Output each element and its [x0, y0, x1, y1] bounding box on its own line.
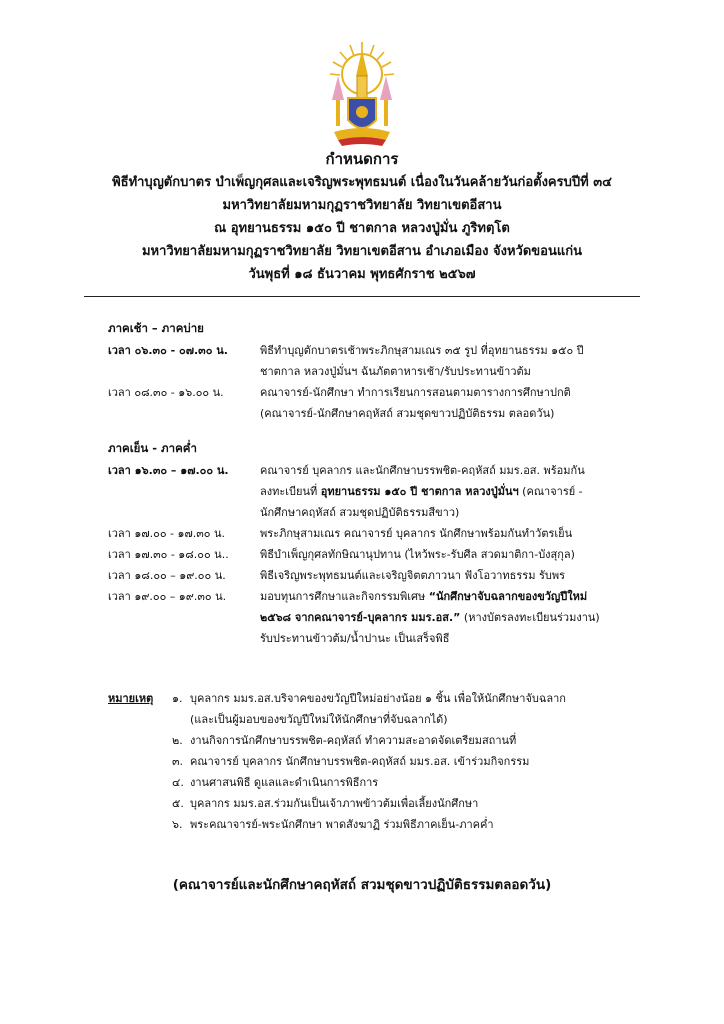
registration-venue: อุทยานธรรม ๑๕๐ ปี ชาตกาล หลวงปู่มั่นฯ [320, 485, 519, 498]
schedule-item [108, 586, 668, 649]
note-text: บุคลากร มมร.อส.บริจาคของขวัญปีใหม่อย่างน้อย ๑ ชิ้น เพื่อให้นักศึกษาจับฉลาก [190, 692, 566, 705]
schedule-item [108, 460, 668, 523]
schedule-description: มอบทุนการศึกษาและกิจกรรมพิเศษ “นักศึกษาจับฉลากของขวัญปีใหม่ ๒๕๖๘ จากคณาจารย์-บุคลากร มมร.อส.” (หางบัตรลงทะเบียนร่วมงาน) รับประทานข้าวต้ม/น้ำปานะ เป็นเสร็จพิธี [260, 590, 600, 645]
schedule-time: เวลา ๑๗.๐๐ - ๑๗.๓๐ น. [108, 527, 225, 540]
note-number: ๑. [172, 692, 183, 705]
schedule-time: เวลา ๐๖.๓๐ - ๐๗.๓๐ น. [108, 344, 228, 357]
schedule-time: เวลา ๐๘.๓๐ - ๑๖.๐๐ น. [108, 386, 224, 399]
schedule-item [108, 544, 668, 565]
venue-address: มหาวิทยาลัยมหามกุฏราชวิทยาลัย วิทยาเขตอีสาน อำเภอเมือง จังหวัดขอนแก่น [141, 244, 583, 259]
schedule-item [108, 565, 668, 586]
note-text: งานศาสนพิธี ดูแลและดำเนินการพิธีการ [190, 776, 379, 789]
note-text: คณาจารย์ บุคลากร นักศึกษาบรรพชิต-คฤหัสถ์ มมร.อส. เข้าร่วมกิจกรรม [190, 755, 530, 768]
schedule-description: พิธีบำเพ็ญกุศลทักษิณานุปทาน (ไหว้พระ-รับศีล สวดมาติกา-บังสุกุล) [260, 548, 575, 561]
document-header [40, 148, 684, 286]
venue: ณ อุทยานธรรม ๑๕๐ ปี ชาตกาล หลวงปู่มั่น ภูริทตฺโต [214, 221, 510, 236]
schedule-item [108, 382, 668, 424]
note-text: พระคณาจารย์-พระนักศึกษา พาดสังฆาฏิ ร่วมพิธีภาคเย็น-ภาคค่ำ [190, 818, 494, 831]
schedule-description: คณาจารย์-นักศึกษา ทำการเรียนการสอนตามตารางการศึกษาปกติ (คณาจารย์-นักศึกษาคฤหัสถ์ สวมชุดขาวปฏิบัติธรรม ตลอดวัน) [260, 386, 571, 420]
notes-label: หมายเหตุ [108, 692, 154, 705]
schedule-description: พระภิกษุสามเณร คณาจารย์ บุคลากร นักศึกษาพร้อมกันทำวัตรเย็น [260, 527, 573, 540]
note-number: ๔. [172, 776, 184, 789]
schedule-time: เวลา ๑๙.๐๐ – ๑๙.๓๐ น. [108, 590, 227, 603]
note-number: ๕. [172, 797, 184, 810]
schedule-time: เวลา ๑๘.๐๐ – ๑๙.๐๐ น. [108, 569, 226, 582]
schedule-description: พิธีทำบุญตักบาตรเช้าพระภิกษุสามเณร ๓๕ รูป ที่อุทยานธรรม ๑๕๐ ปี ชาตกาล หลวงปู่มั่นฯ ฉันภัตตาหารเช้า/รับประทานข้าวต้ม [260, 344, 584, 378]
ceremony-title: พิธีทำบุญตักบาตร บำเพ็ญกุศลและเจริญพระพุทธมนต์ เนื่องในวันคล้ายวันก่อตั้งครบปีที่ ๓๔ [112, 175, 612, 190]
evening-heading: ภาคเย็น - ภาคค่ำ [108, 441, 197, 455]
schedule-item [108, 340, 668, 382]
schedule-time: เวลา ๑๗.๓๐ - ๑๘.๐๐ น.. [108, 548, 229, 561]
note-text-cont: (และเป็นผู้มอบของขวัญปีใหม่ให้นักศึกษาที่จับฉลากได้) [190, 713, 448, 726]
note-item [172, 751, 678, 772]
note-number: ๓. [172, 755, 184, 768]
header-divider [84, 296, 640, 297]
schedule-description: พิธีเจริญพระพุทธมนต์และเจริญจิตตภาวนา ฟังโอวาทธรรม รับพร [260, 569, 566, 582]
special-event-title: “นักศึกษาจับฉลากของขวัญปีใหม่ [428, 590, 588, 603]
note-text: งานกิจการนักศึกษาบรรพชิต-คฤหัสถ์ ทำความสะอาดจัดเตรียมสถานที่ [190, 734, 517, 747]
note-item [172, 814, 678, 835]
event-date: วันพุธที่ ๑๘ ธันวาคม พุทธศักราช ๒๕๖๗ [248, 267, 476, 282]
university-name: มหาวิทยาลัยมหามกุฏราชวิทยาลัย วิทยาเขตอีสาน [222, 198, 502, 213]
note-number: ๖. [172, 818, 183, 831]
notes-list [172, 688, 678, 835]
schedule [108, 318, 668, 649]
morning-heading: ภาคเช้า – ภาคบ่าย [108, 321, 204, 335]
dress-code-footer: (คณาจารย์และนักศึกษาคฤหัสถ์ สวมชุดขาวปฏิบัติธรรมตลอดวัน) [172, 877, 552, 893]
university-emblem-icon [324, 40, 400, 150]
note-item [172, 730, 678, 751]
special-event-title-cont: ๒๕๖๘ จากคณาจารย์-บุคลากร มมร.อส.” [260, 611, 461, 624]
note-number: ๒. [172, 734, 183, 747]
schedule-description: คณาจารย์ บุคลากร และนักศึกษาบรรพชิต-คฤหัสถ์ มมร.อส. พร้อมกัน ลงทะเบียนที่ อุทยานธรรม ๑๕๐ ปี ชาตกาล หลวงปู่มั่นฯ (คณาจารย์ - นักศึกษาคฤหัสถ์ สวมชุดปฏิบัติธรรมสีขาว) [260, 464, 585, 519]
note-item [172, 688, 678, 730]
note-text: บุคลากร มมร.อส.ร่วมกันเป็นเจ้าภาพข้าวต้มเพื่อเลี้ยงนักศึกษา [190, 797, 479, 810]
notes-section [108, 688, 678, 835]
schedule-item [108, 523, 668, 544]
document-title: กำหนดการ [325, 150, 399, 168]
note-item [172, 772, 678, 793]
note-item [172, 793, 678, 814]
schedule-time: เวลา ๑๖.๓๐ – ๑๗.๐๐ น. [108, 464, 229, 477]
